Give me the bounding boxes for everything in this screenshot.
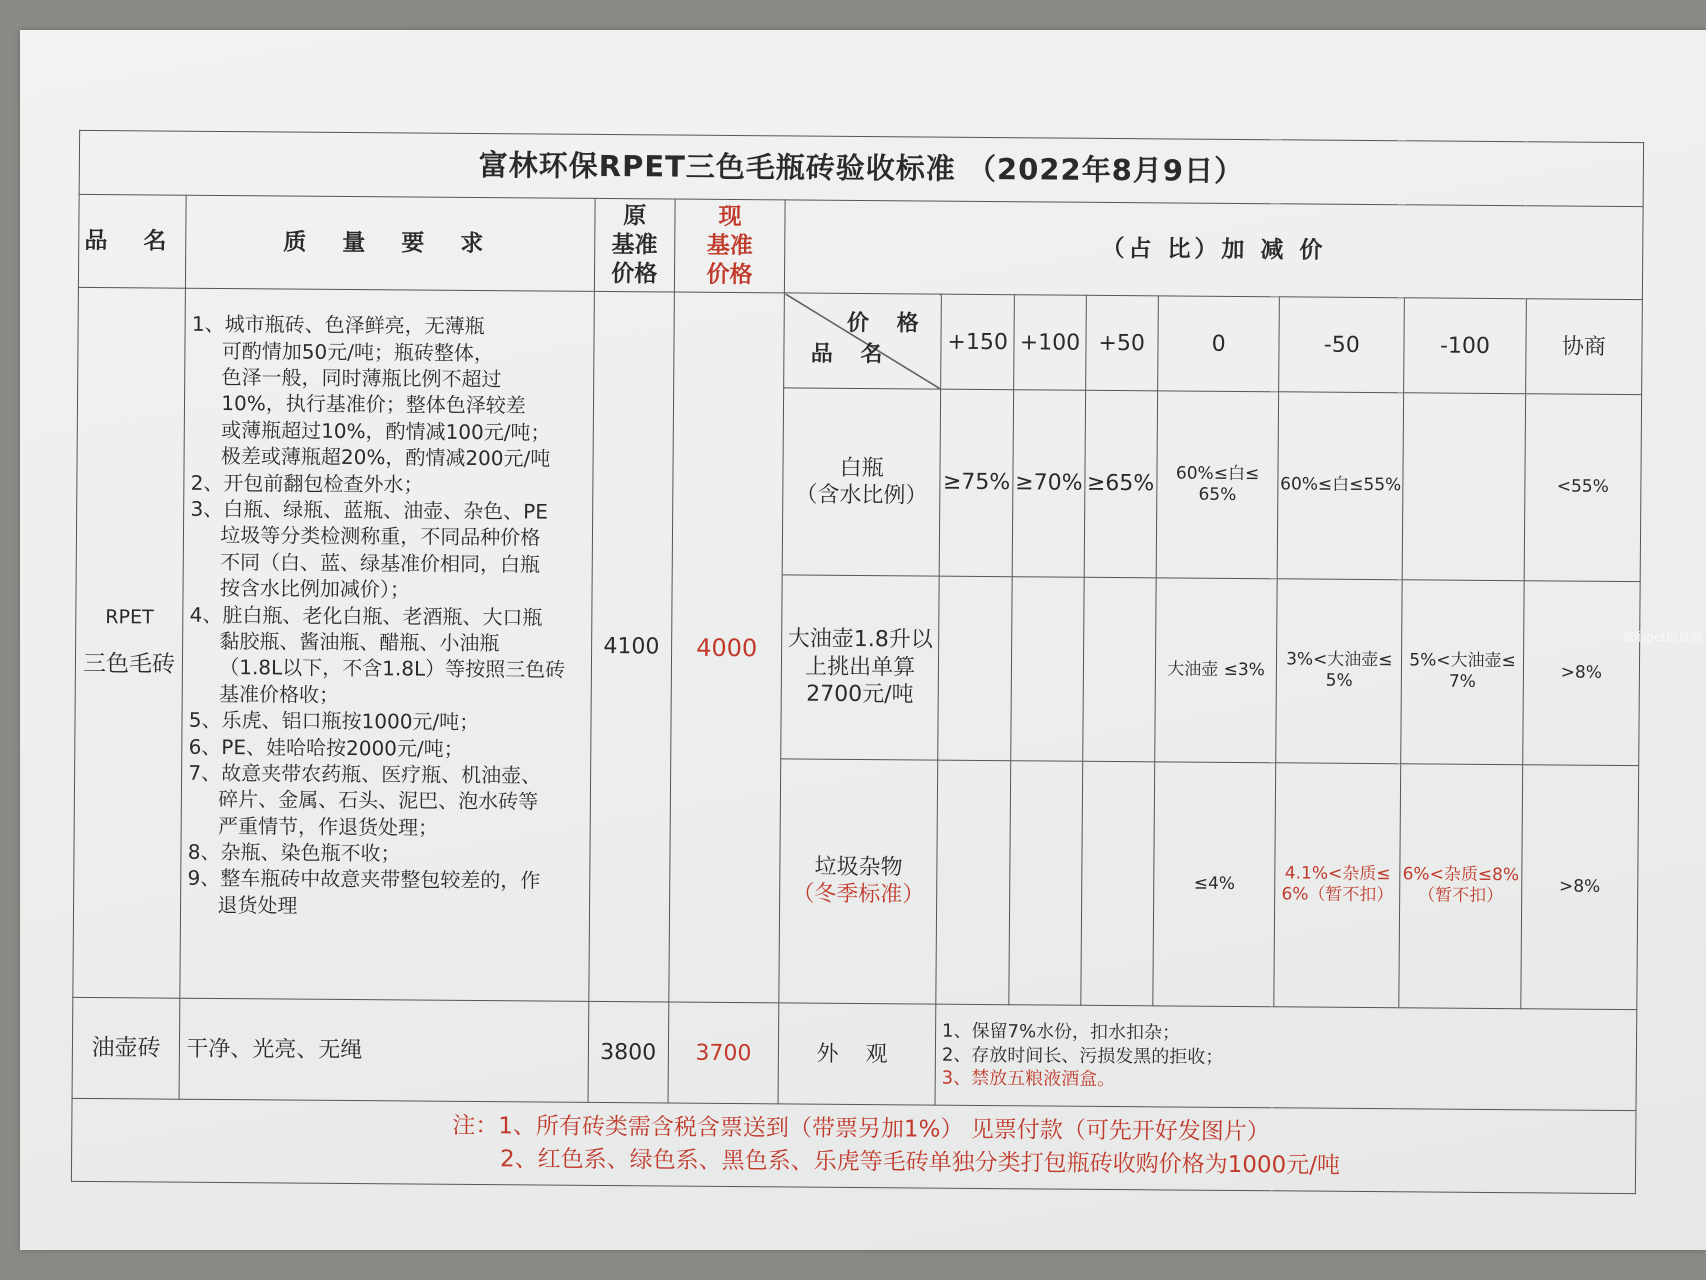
header-orig-price: 原 基准 价格 [594, 199, 675, 293]
requirement-line: 4、脏白瓶、老化白瓶、老酒瓶、大口瓶 [189, 602, 543, 630]
rpet-product-name: RPET 三色毛砖 [73, 288, 186, 999]
footer-line-2: 2、红色系、绿色系、黑色系、乐虎等毛砖单独分类打包瓶砖收购价格为1000元/吨 [499, 1146, 1341, 1180]
diagonal-header [784, 293, 941, 389]
requirement-line: 可酌情加50元/吨；瓶砖整体， [221, 338, 495, 365]
requirement-line: 极差或薄瓶超20%，酌情减200元/吨 [220, 444, 551, 471]
cell [936, 760, 1011, 1005]
requirement-line: 基准价格收； [218, 681, 340, 707]
cell: <55% [1524, 394, 1642, 581]
oil-product-name: 油壶砖 [72, 997, 180, 1099]
header-new-price: 现 基准 价格 [674, 199, 785, 293]
requirement-line: 黏胶瓶、酱油瓶、醋瓶、小油瓶 [219, 628, 500, 656]
requirement-line: 严重情节，作退货处理； [217, 813, 439, 840]
level-plus50: +50 [1085, 296, 1158, 392]
requirement-line: 垃圾等分类检测称重，不同品种价格 [220, 523, 541, 550]
diag-product-label: 品 名 [810, 341, 893, 368]
watermark: 聚酯pet信息管 [1622, 630, 1702, 644]
acceptance-standard-document [71, 130, 1644, 1194]
requirement-line: 或薄瓶超过10%，酌情减100元/吨； [221, 417, 551, 445]
cell [1402, 393, 1525, 580]
level-plus150: +150 [941, 294, 1015, 390]
requirement-line: 退货处理 [217, 892, 298, 918]
cell [1011, 576, 1084, 761]
requirement-line: 2、开包前翻包检查外水； [190, 470, 424, 497]
row-label: 白瓶 （含水比例） [783, 388, 941, 575]
header-adjust: （占 比）加 减 价 [785, 200, 1643, 300]
footer-line-1: 注：1、所有砖类需含税含票送到（带票另加1%） 见票付款（可先开好发图片） [452, 1112, 1270, 1146]
cell: ≤4% [1153, 762, 1276, 1007]
diag-price-label: 价 格 [846, 311, 929, 337]
cell [1082, 577, 1156, 762]
cell: >8% [1521, 765, 1639, 1010]
cell: 5%<大油壶≤ 7% [1401, 579, 1524, 764]
level-negotiate: 协商 [1525, 299, 1642, 395]
header-product: 品 名 [78, 195, 186, 289]
document-title: 富林环保RPET三色毛瓶砖验收标准 （2022年8月9日） [79, 130, 1643, 206]
requirement-line: 碎片、金属、石头、泥巴、泡水砖等 [218, 787, 539, 814]
row-label: 大油壶1.8升以 上挑出单算 2700元/吨 [781, 575, 939, 760]
cell: ≥75% [939, 390, 1014, 577]
row-oil-brick [72, 997, 1637, 1111]
header-quality: 质 量 要 求 [186, 195, 595, 291]
rpet-new-price: 4000 [669, 292, 785, 1003]
cell: >8% [1523, 580, 1641, 765]
cell: ≥65% [1084, 391, 1158, 578]
cell [1080, 761, 1154, 1006]
level-minus100: -100 [1404, 298, 1526, 394]
oil-appearance-label: 外 观 [778, 1003, 935, 1106]
cell: 60%≤白≤55% [1278, 392, 1404, 579]
requirement-line: 7、故意夹带农药瓶、医疗瓶、机油壶、 [188, 760, 542, 788]
level-minus50: -50 [1279, 297, 1405, 393]
row-label: 垃圾杂物 （冬季标准） [779, 759, 938, 1004]
cell: ≥70% [1013, 390, 1086, 577]
cell: 3%<大油壶≤ 5% [1276, 578, 1402, 763]
requirement-line: 9、整车瓶砖中故意夹带整包较差的，作 [187, 866, 541, 893]
level-zero: 0 [1157, 296, 1279, 392]
requirement-line: （1.8L以下，不含1.8L）等按照三色砖 [219, 655, 566, 683]
oil-orig-price: 3800 [588, 1001, 669, 1103]
footer-notes [71, 1099, 1636, 1194]
requirement-line: 3、白瓶、绿瓶、蓝瓶、油壶、杂色、PE [190, 496, 549, 524]
requirement-line: 8、杂瓶、染色瓶不收； [187, 839, 401, 866]
level-plus100: +100 [1014, 295, 1086, 391]
cell [938, 576, 1013, 761]
oil-new-price: 3700 [668, 1002, 779, 1104]
requirement-line: 不同（白、蓝、绿基准价相同，白瓶 [220, 549, 541, 577]
requirement-line: 5、乐虎、铝口瓶按1000元/吨； [188, 707, 480, 735]
standard-table [71, 130, 1644, 1194]
rpet-requirements [180, 288, 594, 1001]
cell: 60%≤白≤ 65% [1156, 391, 1279, 578]
cell [1009, 761, 1082, 1006]
requirement-line: 1、城市瓶砖、色泽鲜亮，无薄瓶 [191, 312, 485, 339]
rpet-orig-price: 4100 [589, 292, 675, 1002]
cell: 6%<杂质≤8% （暂不扣） [1399, 764, 1522, 1009]
cell: 4.1%<杂质≤ 6%（暂不扣） [1274, 763, 1401, 1008]
cell: 大油壶 ≤3% [1155, 578, 1278, 763]
requirement-line: 色泽一般，同时薄瓶比例不超过 [221, 365, 502, 392]
requirement-line: 按含水比例加减价）； [219, 576, 410, 602]
requirement-line: 6、PE、娃哈哈按2000元/吨； [188, 734, 464, 761]
oil-notes: 1、保留7%水份，扣水扣杂； 2、存放时间长、污损发黑的拒收； 3、禁放五粮液酒盒。 [935, 1004, 1637, 1111]
oil-requirement: 干净、光亮、无绳 [179, 998, 588, 1103]
requirement-line: 10%，执行基准价；整体色泽较差 [221, 391, 526, 418]
